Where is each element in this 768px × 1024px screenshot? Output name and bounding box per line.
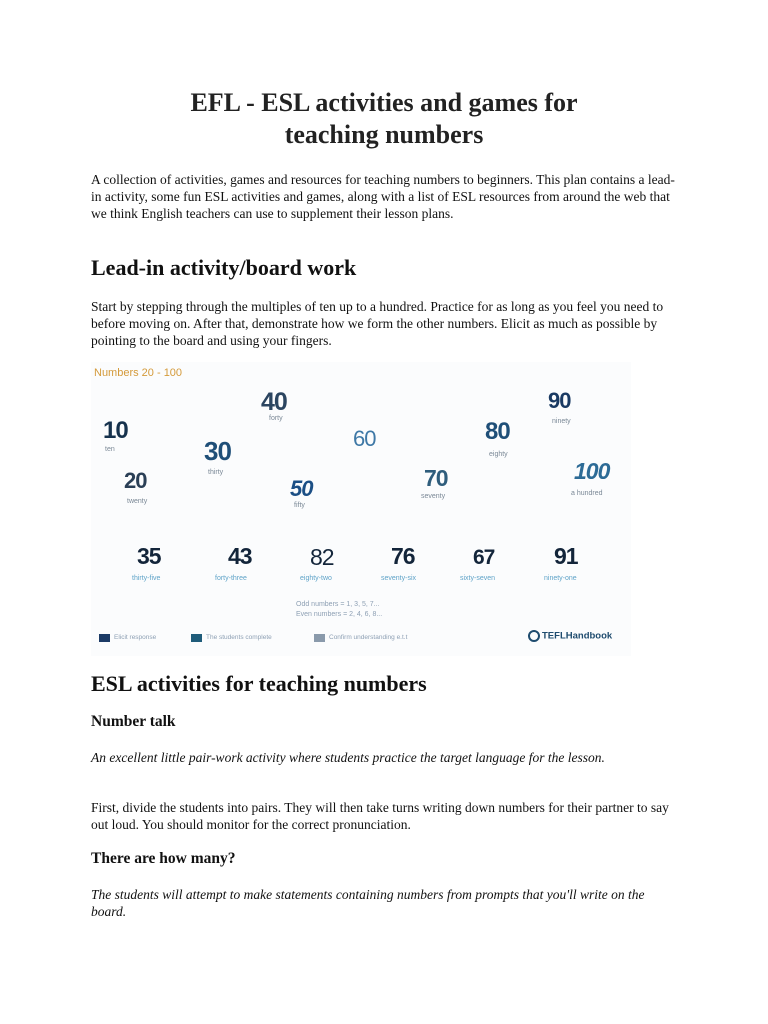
activity-text: First, divide the students into pairs. They will then take turns writing down numbers for their partner to say out loud. You should monitor for the correct pronunciation. <box>91 800 669 832</box>
activity-title: Number talk <box>91 713 176 730</box>
example-word: seventy-six <box>381 575 417 582</box>
example-number: 67 <box>473 546 495 569</box>
example-number: 91 <box>554 543 578 569</box>
numbers-board-image <box>91 362 631 656</box>
board-number: 40 <box>261 388 287 416</box>
tefl-handbook-logo: TEFLHandbook <box>528 630 612 642</box>
intro-paragraph: A collection of activities, games and resources for teaching numbers to beginners. This plan contains a lead-in activity, some fun ESL activities and games, along with a list of ESL resources from around the web that we think English teachers can use to supplement their lesson plans. <box>91 172 675 221</box>
board-number: 100 <box>574 458 610 484</box>
example-word: thirty-five <box>132 575 161 582</box>
activities-heading: ESL activities for teaching numbers <box>91 671 427 696</box>
board-word: forty <box>269 415 283 422</box>
odd-even-note: Odd numbers = 1, 3, 5, 7... Even numbers = 2, 4, 6, 8... <box>296 601 383 618</box>
board-number: 10 <box>103 417 128 444</box>
board-word: seventy <box>421 493 446 500</box>
board-number: 80 <box>485 418 510 445</box>
example-number: 43 <box>228 543 252 569</box>
board-header: Numbers 20 - 100 <box>94 367 183 379</box>
board-word: twenty <box>127 498 148 505</box>
legend-label: The students complete <box>206 634 272 641</box>
board-word: ten <box>105 446 115 453</box>
example-word: sixty-seven <box>460 575 496 582</box>
board-word: eighty <box>489 451 508 458</box>
board-word: fifty <box>294 502 305 509</box>
leadin-paragraph: Start by stepping through the multiples of ten up to a hundred. Practice for as long as you feel you need to before moving on. After that, demonstrate how we form the other numbers. Elicit as much as possible by pointing to the board and using your fingers. <box>91 299 664 348</box>
board-word: thirty <box>208 469 224 476</box>
board-number: 30 <box>204 436 231 466</box>
board-number: 20 <box>124 468 147 493</box>
leadin-heading: Lead-in activity/board work <box>91 255 357 280</box>
board-word: ninety <box>552 418 571 425</box>
example-word: eighty-two <box>300 575 332 582</box>
board-word: a hundred <box>571 490 603 497</box>
example-word: forty-three <box>215 575 247 582</box>
legend-label: Elicit response <box>114 634 157 641</box>
activity-summary: An excellent little pair-work activity where students practice the target language for the lesson. <box>91 750 605 765</box>
board-number: 60 <box>353 426 376 451</box>
activity-summary: The students will attempt to make statements containing numbers from prompts that you'll write on the board. <box>91 887 645 919</box>
board-number: 50 <box>290 476 313 501</box>
example-number: 76 <box>391 543 415 569</box>
example-number: 82 <box>310 544 334 570</box>
board-number: 70 <box>424 465 448 491</box>
logo-ring-icon <box>528 630 540 642</box>
example-word: ninety-one <box>544 575 577 582</box>
page-title: EFL - ESL activities and games for teaching numbers <box>190 88 578 149</box>
legend-swatch <box>191 634 202 642</box>
example-number: 35 <box>137 543 161 569</box>
activity-title: There are how many? <box>91 850 236 867</box>
legend-label: Confirm understanding e.t.t <box>329 634 408 641</box>
legend-swatch <box>99 634 110 642</box>
legend-swatch <box>314 634 325 642</box>
board-number: 90 <box>548 388 571 413</box>
